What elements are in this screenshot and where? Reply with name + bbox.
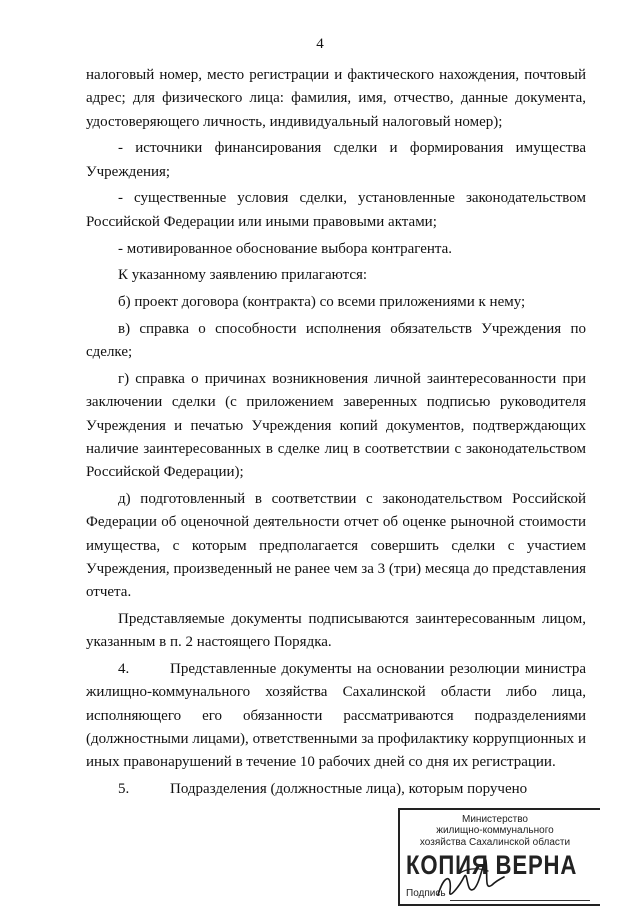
paragraph: К указанному заявлению прилагаются: bbox=[118, 267, 368, 284]
item-text: Представленные документы на основании резолюции министра жилищно-коммунального хозяйства Сахалинской области либо лица, исполняющего его обязанности рассматриваются подразделениями (должностными лицами), ответственными за профилактику коррупционных и иных правонарушений в течение 10 рабочих дней со дня их регистрации. bbox=[86, 661, 586, 771]
paragraph: - мотивированное обоснование выбора контрагента. bbox=[118, 240, 453, 257]
paragraph: б) проект договора (контракта) со всеми приложениями к нему; bbox=[118, 294, 526, 311]
page-number: 4 bbox=[316, 36, 324, 52]
item-text: Подразделения (должностные лица), которым поручено bbox=[170, 781, 528, 798]
numbered-item-5 bbox=[86, 778, 586, 801]
paragraph: налоговый номер, место регистрации и фактического нахождения, почтовый адрес; для физического лица: фамилия, имя, отчество, данные документа, удостоверяющего личность, индивидуальный налоговый номер); bbox=[86, 67, 586, 130]
stamp-signature-label: Подпись bbox=[406, 888, 446, 899]
item-number: 5. bbox=[118, 781, 130, 798]
paragraph: г) справка о причинах возникновения личной заинтересованности при заключении сделки (с приложением заверенных подписью руководителя Учреждения и печатью Учреждения копий документов, подтверждающих наличие заинтересованных в сделке лиц в соответствии с законодательством Российской Федерации); bbox=[86, 371, 586, 481]
stamp-ministry-line: жилищно-коммунального bbox=[436, 825, 554, 836]
paragraph: в) справка о способности исполнения обязательств Учреждения по сделке; bbox=[86, 320, 586, 361]
paragraph: д) подготовленный в соответствии с законодательством Российской Федерации об оценочной деятельности отчет об оценке рыночной стоимости имущества, с которым предполагается совершить сделки с участием Учреждения, произведенный не ранее чем за 3 (три) месяца до представления отчета. bbox=[86, 491, 586, 601]
stamp-ministry-line: хозяйства Сахалинской области bbox=[419, 837, 571, 848]
stamp-ministry-line: Министерство bbox=[462, 814, 528, 825]
paragraph: Представляемые документы подписываются заинтересованным лицом, указанным в п. 2 настоящего Порядка. bbox=[86, 611, 586, 651]
document-body bbox=[86, 64, 586, 805]
stamp-title: КОПИЯ ВЕРНА bbox=[406, 850, 578, 880]
paragraph: - существенные условия сделки, установленные законодательством Российской Федерации или иными правовыми актами; bbox=[86, 190, 586, 230]
item-number: 4. bbox=[118, 661, 130, 678]
numbered-item-4 bbox=[86, 658, 586, 774]
handwritten-signature bbox=[430, 855, 510, 905]
paragraph: - источники финансирования сделки и формирования имущества Учреждения; bbox=[86, 140, 586, 180]
